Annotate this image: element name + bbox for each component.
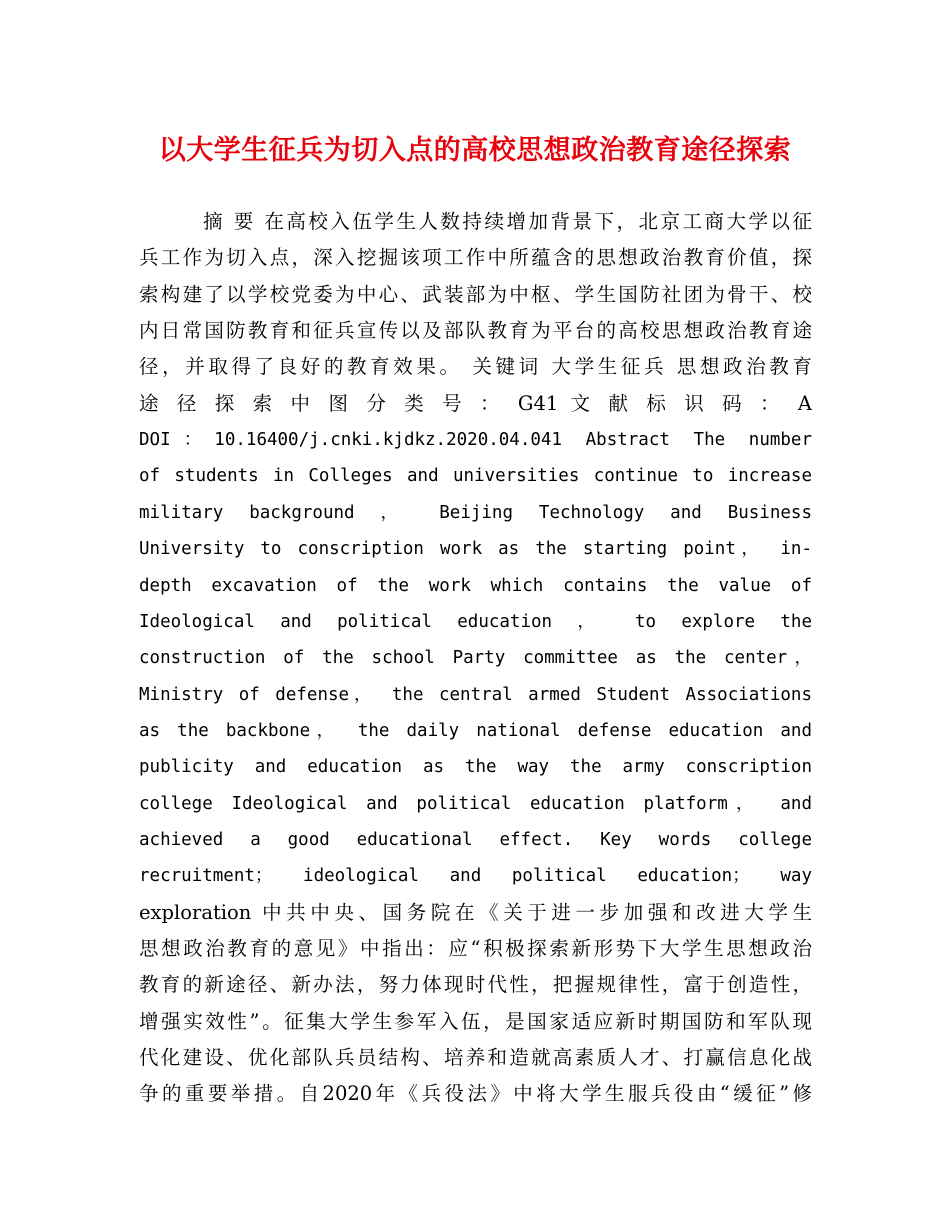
body-line: of students in Colleges and universities continue to increase bbox=[139, 466, 812, 486]
body-line: 代化建设、优化部队兵员结构、培养和造就高素质人才、打赢信息化战 bbox=[139, 1046, 812, 1069]
body-line: 内日常国防教育和征兵宣传以及部队教育为平台的高校思想政治教育途 bbox=[139, 319, 812, 342]
body-line: 兵工作为切入点，深入挖掘该项工作中所蕴含的思想政治教育价值，探 bbox=[139, 246, 812, 269]
body-line: exploration 中共中央、国务院在《关于进一步加强和改进大学生 bbox=[139, 901, 812, 924]
body-line: Ideological and political education ， to explore the bbox=[139, 612, 812, 632]
body-line: 教育的新途径、新办法，努力体现时代性，把握规律性，富于创造性， bbox=[139, 973, 812, 996]
body-line: 思想政治教育的意见》中指出：应“积极探索新形势下大学生思想政治 bbox=[139, 937, 812, 960]
body-line: 索构建了以学校党委为中心、武装部为中枢、学生国防社团为骨干、校 bbox=[139, 283, 812, 306]
body-line: construction of the school Party committee as the center， bbox=[139, 648, 812, 668]
body-line: depth excavation of the work which contains the value of bbox=[139, 576, 812, 596]
body-line: 增强实效性”。征集大学生参军入伍，是国家适应新时期国防和军队现 bbox=[139, 1010, 812, 1033]
body-line: 争的重要举措。自2020年《兵役法》中将大学生服兵役由“缓征”修 bbox=[139, 1082, 812, 1105]
body-line: 摘 要 在高校入伍学生人数持续增加背景下，北京工商大学以征 bbox=[203, 210, 812, 233]
body-line: 途 径 探 索 中 图 分 类 号 ： G41 文 献 标 识 码 ： A bbox=[139, 392, 812, 415]
body-line: recruitment； ideological and political education； way bbox=[139, 866, 812, 886]
body-line: 径，并取得了良好的教育效果。 关键词 大学生征兵 思想政治教育 bbox=[139, 355, 812, 378]
body-line: DOI：10.16400/j.cnki.kjdkz.2020.04.041 Abstract The number bbox=[139, 430, 812, 450]
body-line: publicity and education as the way the army conscription bbox=[139, 757, 812, 777]
body-line: University to conscription work as the starting point， in- bbox=[139, 539, 812, 559]
body-line: as the backbone， the daily national defense education and bbox=[139, 721, 812, 741]
body-line: achieved a good educational effect. Key words college bbox=[139, 830, 812, 850]
body-line: college Ideological and political education platform， and bbox=[139, 794, 812, 814]
page-title: 以大学生征兵为切入点的高校思想政治教育途径探索 bbox=[158, 135, 792, 166]
body-line: military background ， Beijing Technology and Business bbox=[139, 503, 812, 523]
body-line: Ministry of defense， the central armed Student Associations bbox=[139, 685, 812, 705]
